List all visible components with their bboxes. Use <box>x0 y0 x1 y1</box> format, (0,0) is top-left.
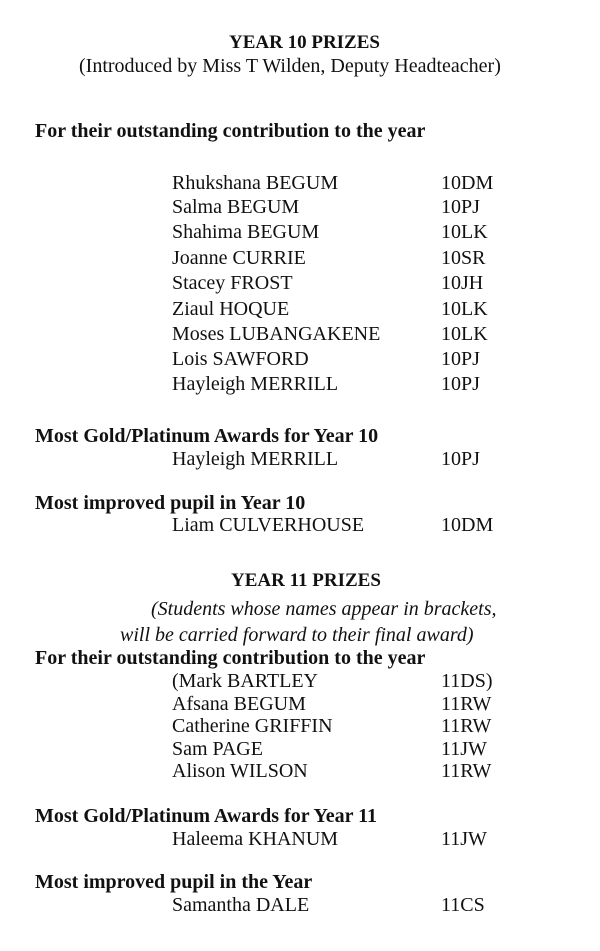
student-name: Salma BEGUM <box>172 196 300 218</box>
student-name: Moses LUBANGAKENE <box>172 323 381 345</box>
year11-gold-winner <box>0 829 600 853</box>
student-name: Joanne CURRIE <box>172 247 306 269</box>
year10-gold-winner <box>0 449 600 473</box>
year10-list-item <box>0 248 600 272</box>
form-code: 10LK <box>441 298 488 320</box>
form-code: 10LK <box>441 221 488 243</box>
form-code: 10PJ <box>441 373 480 395</box>
student-name: (Mark BARTLEY <box>172 670 318 692</box>
student-name: Lois SAWFORD <box>172 348 309 370</box>
form-code: 10JH <box>441 272 484 294</box>
form-code: 11RW <box>441 715 492 737</box>
year11-title: YEAR 11 PRIZES <box>231 570 381 591</box>
form-code: 11JW <box>441 738 487 760</box>
year10-contribution-heading: For their outstanding contribution to the year <box>35 120 426 142</box>
form-code: 11DS) <box>441 670 493 692</box>
student-name: Rhukshana BEGUM <box>172 172 339 194</box>
student-name: Samantha DALE <box>172 894 310 916</box>
form-code: 10DM <box>441 514 494 536</box>
student-name: Afsana BEGUM <box>172 693 306 715</box>
year11-note-line2: will be carried forward to their final award) <box>120 624 474 646</box>
year11-list-item <box>0 671 600 695</box>
year10-list-item <box>0 273 600 297</box>
student-name: Hayleigh MERRILL <box>172 373 339 395</box>
year11-gold-heading: Most Gold/Platinum Awards for Year 11 <box>35 805 378 827</box>
year10-improved-heading: Most improved pupil in Year 10 <box>35 492 306 514</box>
student-name: Alison WILSON <box>172 760 308 782</box>
form-code: 10PJ <box>441 348 480 370</box>
student-name: Stacey FROST <box>172 272 293 294</box>
form-code: 10PJ <box>441 196 480 218</box>
year10-list-item <box>0 349 600 373</box>
year11-improved-heading: Most improved pupil in the Year <box>35 871 313 893</box>
form-code: 10DM <box>441 172 494 194</box>
student-name: Liam CULVERHOUSE <box>172 514 365 536</box>
year11-improved-winner <box>0 895 600 919</box>
student-name: Haleema KHANUM <box>172 828 339 850</box>
year10-list-item <box>0 197 600 221</box>
student-name: Catherine GRIFFIN <box>172 715 333 737</box>
form-code: 11RW <box>441 693 492 715</box>
year11-note-line1: (Students whose names appear in brackets, <box>151 598 497 620</box>
form-code: 10LK <box>441 323 488 345</box>
year11-contribution-heading: For their outstanding contribution to the year <box>35 647 426 669</box>
year10-list-item <box>0 222 600 246</box>
year10-list-item <box>0 299 600 323</box>
form-code: 10PJ <box>441 448 480 470</box>
year10-improved-winner <box>0 515 600 539</box>
year10-title: YEAR 10 PRIZES <box>229 32 380 53</box>
year11-list-item <box>0 716 600 740</box>
year10-subtitle: (Introduced by Miss T Wilden, Deputy Headteacher) <box>79 55 501 77</box>
student-name: Hayleigh MERRILL <box>172 448 339 470</box>
student-name: Sam PAGE <box>172 738 263 760</box>
student-name: Ziaul HOQUE <box>172 298 290 320</box>
year11-list-item <box>0 761 600 785</box>
year10-list-item <box>0 173 600 197</box>
form-code: 11RW <box>441 760 492 782</box>
student-name: Shahima BEGUM <box>172 221 320 243</box>
year10-gold-heading: Most Gold/Platinum Awards for Year 10 <box>35 425 379 447</box>
year10-list-item <box>0 324 600 348</box>
form-code: 10SR <box>441 247 486 269</box>
year10-list-item <box>0 374 600 398</box>
form-code: 11JW <box>441 828 487 850</box>
form-code: 11CS <box>441 894 485 916</box>
